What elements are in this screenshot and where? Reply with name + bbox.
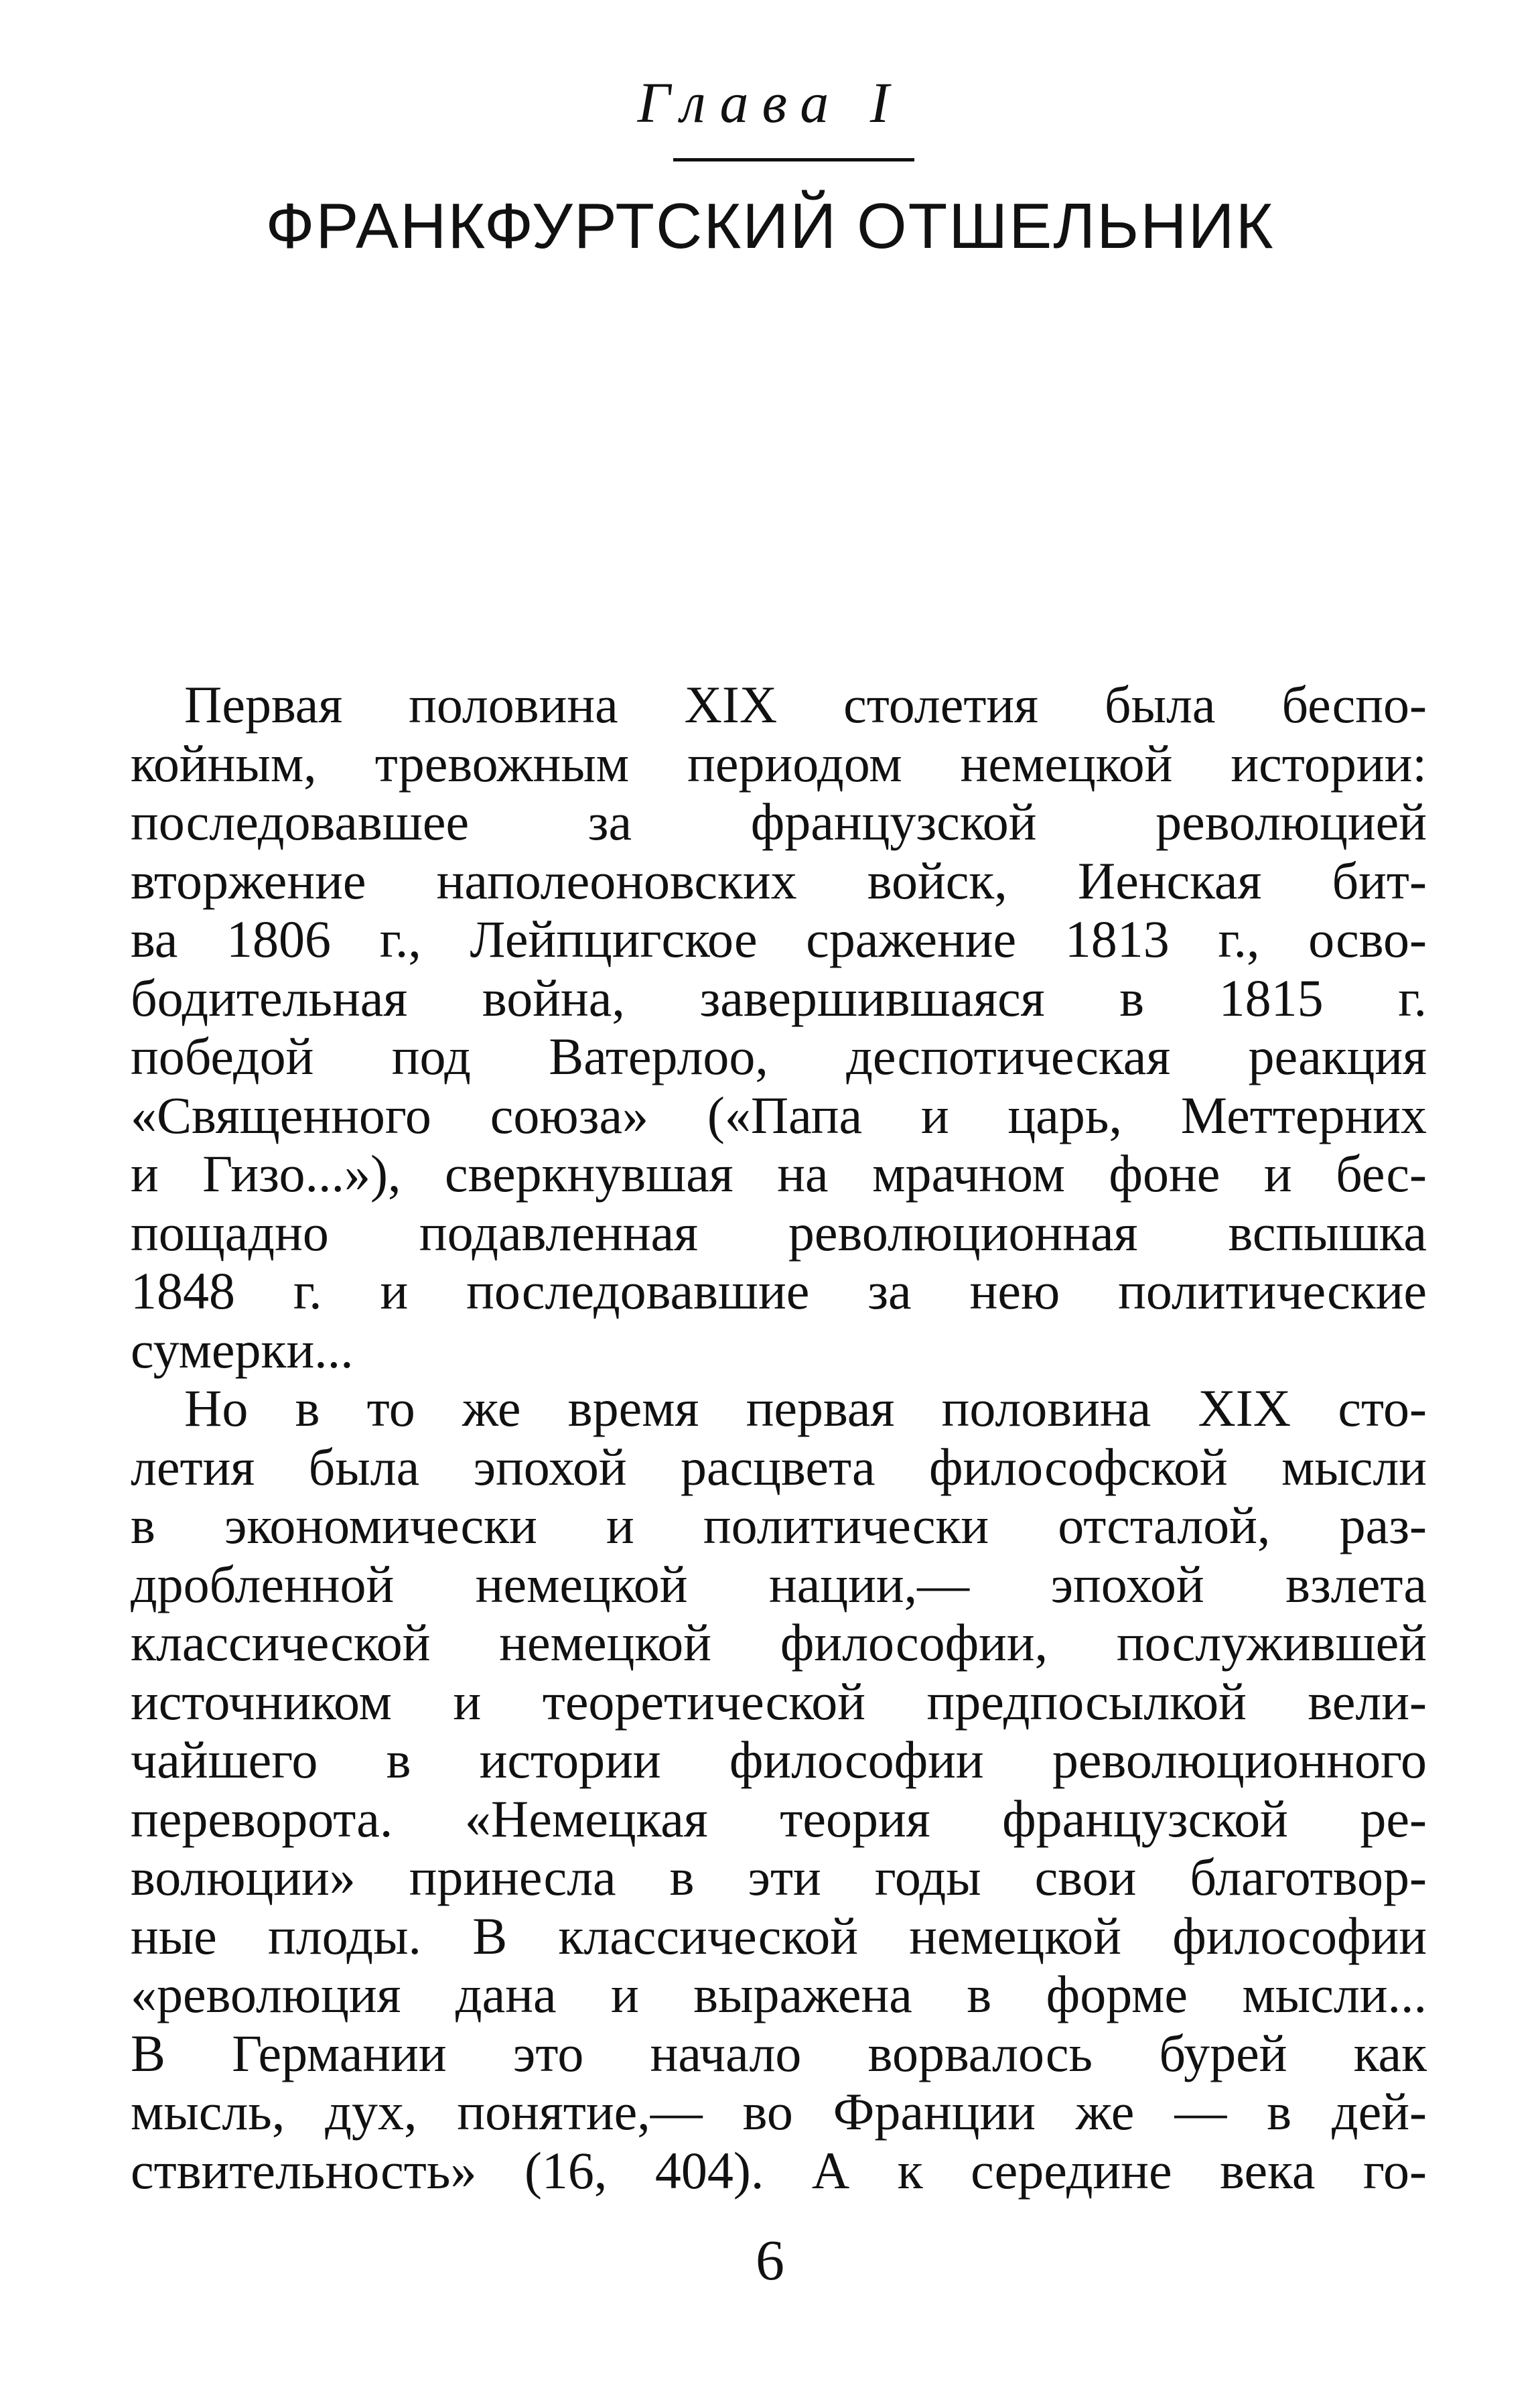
- paragraph-2: [131, 1379, 1427, 2200]
- text-line: «революция дана и выражена в форме мысли...: [131, 1965, 1427, 2023]
- text-line: последовавшее за французской революцией: [131, 793, 1427, 851]
- text-line: и Гизо...»), сверкнувшая на мрачном фоне и бес-: [131, 1144, 1427, 1203]
- title-divider: [673, 158, 914, 161]
- chapter-label: Глава I: [637, 70, 903, 135]
- text-line: 1848 г. и последовавшие за нею политические: [131, 1262, 1427, 1320]
- text-line: в экономически и политически отсталой, раз-: [131, 1496, 1427, 1554]
- text-line: Но в то же время первая половина XIX сто-: [184, 1379, 1427, 1437]
- paragraph-1: [131, 675, 1427, 1379]
- page-number: 6: [756, 2228, 784, 2292]
- text-line: Первая половина XIX столетия была беспо-: [184, 675, 1427, 734]
- text-line: мысль, дух, понятие,— во Франции же — в дей-: [131, 2082, 1427, 2141]
- text-line: сумерки...: [131, 1320, 354, 1379]
- text-line: волюции» принесла в эти годы свои благотвор-: [131, 1848, 1427, 1906]
- text-line: вторжение наполеоновских войск, Иенская бит-: [131, 851, 1427, 910]
- text-line: пощадно подавленная революционная вспышка: [131, 1203, 1427, 1262]
- text-line: «Священного союза» («Папа и царь, Меттерних: [131, 1085, 1427, 1144]
- text-line: ва 1806 г., Лейпцигское сражение 1813 г., осво-: [131, 910, 1427, 968]
- text-line: классической немецкой философии, послужившей: [131, 1613, 1427, 1672]
- text-line: В Германии это начало ворвалось бурей как: [131, 2023, 1427, 2082]
- text-line: чайшего в истории философии революционного: [131, 1731, 1427, 1789]
- text-line: бодительная война, завершившаяся в 1815 г.: [131, 968, 1427, 1027]
- body-text: [131, 675, 1427, 2200]
- text-line: ствительность» (16, 404). А к середине века го-: [131, 2141, 1427, 2200]
- text-line: победой под Ватерлоо, деспотическая реакция: [131, 1027, 1427, 1085]
- text-line: ные плоды. В классической немецкой философии: [131, 1906, 1427, 1965]
- text-line: дробленной немецкой нации,— эпохой взлета: [131, 1554, 1427, 1613]
- text-line: источником и теоретической предпосылкой вели-: [131, 1672, 1427, 1731]
- chapter-title: ФРАНКФУРТСКИЙ ОТШЕЛЬНИК: [265, 190, 1275, 262]
- text-line: переворота. «Немецкая теория французской ре-: [131, 1789, 1427, 1848]
- text-line: койным, тревожным периодом немецкой истории:: [131, 734, 1427, 793]
- text-line: летия была эпохой расцвета философской мысли: [131, 1437, 1427, 1496]
